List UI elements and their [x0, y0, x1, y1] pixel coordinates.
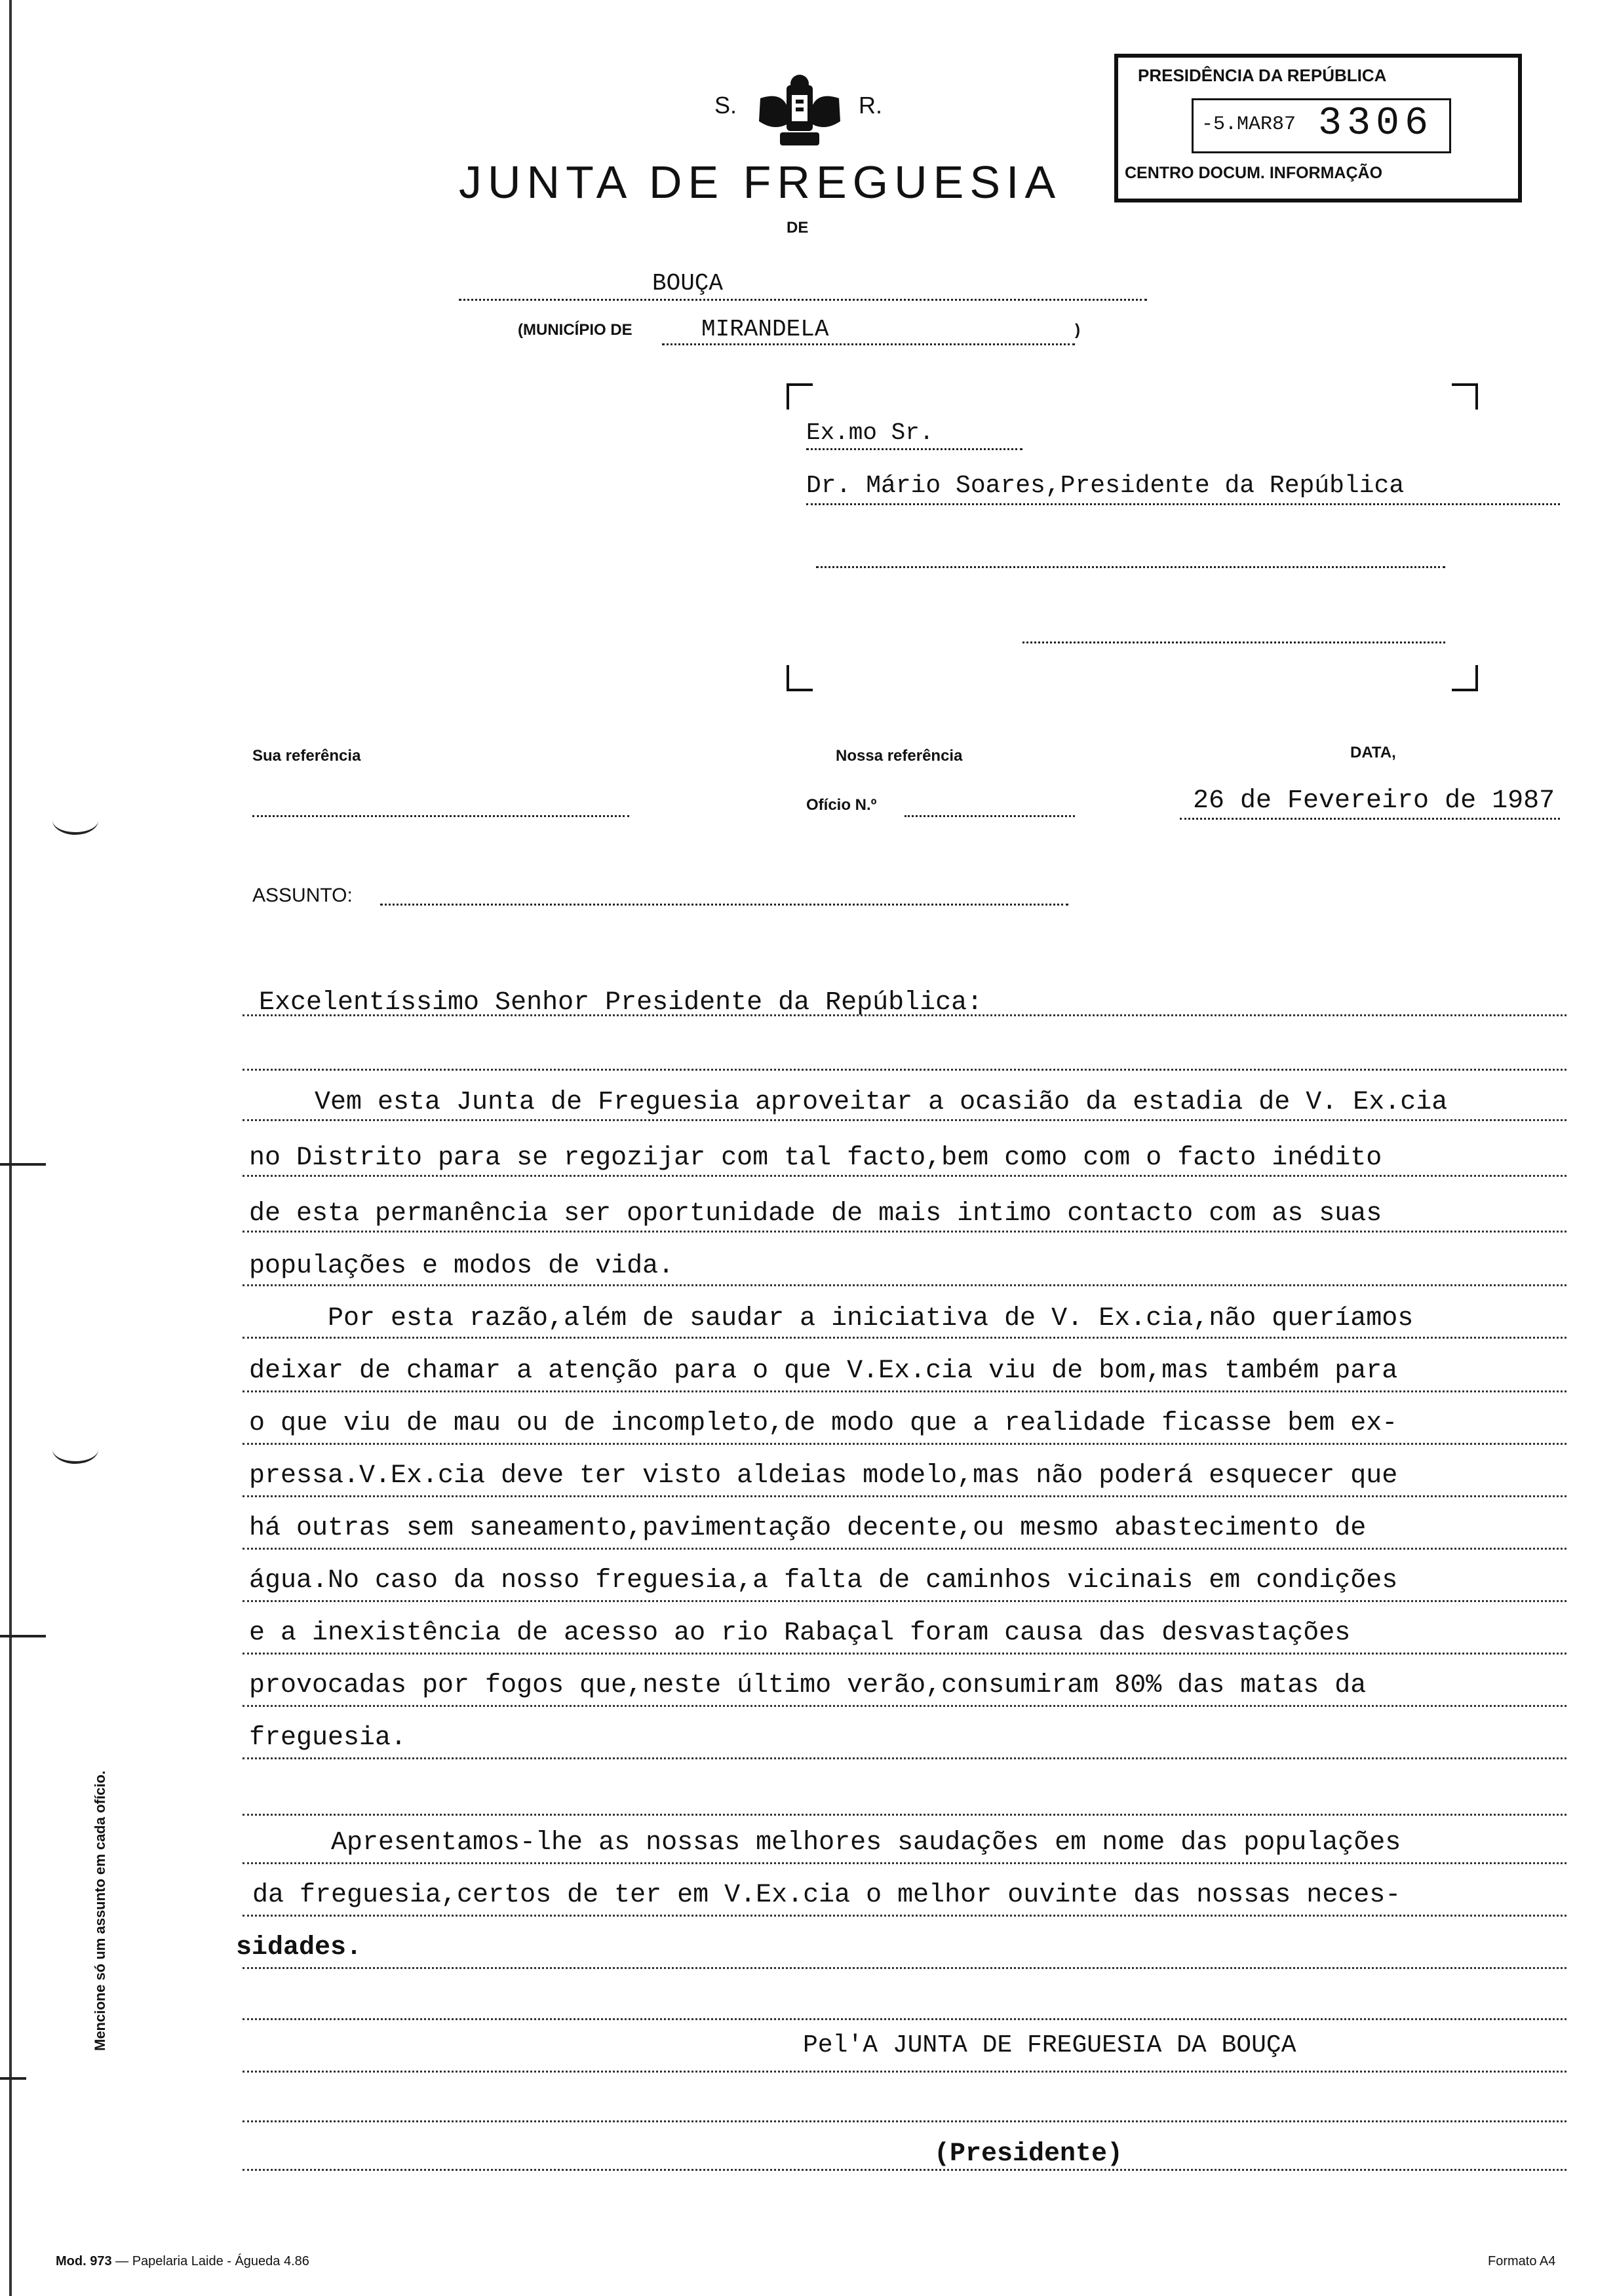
body-line	[243, 1811, 1566, 1864]
paragraph-line: de esta permanência ser oportunidade de mais intimo contacto com as suas	[249, 1199, 1382, 1229]
signature-role: (Presidente)	[934, 2139, 1123, 2169]
assunto-label: ASSUNTO:	[252, 885, 353, 906]
paragraph-line: pressa.V.Ex.cia deve ter visto aldeias modelo,mas não poderá esquecer que	[249, 1461, 1398, 1491]
title-de: DE	[787, 219, 809, 237]
page-title: JUNTA DE FREGUESIA	[459, 157, 1062, 208]
punch-arc	[52, 1435, 98, 1464]
coat-of-arms-icon	[754, 72, 846, 157]
signature-line: Pel'A JUNTA DE FREGUESIA DA BOUÇA	[803, 2031, 1296, 2059]
sr-right: R.	[859, 92, 882, 119]
salutation-line	[806, 419, 1022, 450]
greeting: Excelentíssimo Senhor Presidente da República:	[259, 988, 983, 1018]
closing-line: Apresentamos-lhe as nossas melhores saudações em nome das populações	[331, 1828, 1401, 1858]
sua-referencia-line	[252, 786, 629, 817]
address-line-3	[816, 537, 1445, 568]
body-line	[243, 1763, 1566, 1816]
sua-referencia-label: Sua referência	[252, 747, 361, 765]
municipality-name: MIRANDELA	[701, 316, 829, 343]
paragraph-line: populações e modos de vida.	[249, 1252, 674, 1281]
fold-mark	[0, 2077, 26, 2080]
assunto-line	[380, 875, 1068, 906]
corner-bottom-left	[787, 665, 813, 691]
municipality-label: (MUNICÍPIO DE	[518, 321, 632, 339]
closing-line: sidades.	[236, 1933, 362, 1962]
body-line	[243, 1124, 1566, 1177]
sr-left: S.	[714, 92, 737, 119]
body-line	[243, 1916, 1566, 1969]
body-line	[243, 1286, 1566, 1339]
addressee-name: Dr. Mário Soares,Presidente da República	[806, 472, 1405, 500]
body-line	[243, 1601, 1566, 1655]
paragraph-line: no Distrito para se regozijar com tal facto,bem como com o facto inédito	[249, 1143, 1382, 1173]
page-edge-line	[9, 0, 12, 2296]
corner-top-right	[1452, 383, 1478, 410]
body-line	[243, 2118, 1566, 2171]
body-line	[243, 1068, 1566, 1121]
paragraph-line: Vem esta Junta de Freguesia aproveitar a ocasião da estadia de V. Ex.cia	[315, 1088, 1448, 1117]
paragraph-line: e a inexistência de acesso ao rio Rabaçal foram causa das desvastações	[249, 1618, 1351, 1648]
stamp-date: -5.MAR87	[1201, 113, 1296, 136]
paragraph-line: Por esta razão,além de saudar a iniciativa de V. Ex.cia,não queríamos	[328, 1304, 1414, 1333]
addressee-salutation: Ex.mo Sr.	[806, 419, 934, 446]
stamp-box	[1192, 98, 1451, 153]
letter-date: 26 de Fevereiro de 1987	[1193, 786, 1555, 816]
body-line	[243, 1549, 1566, 1602]
body-line	[243, 1864, 1566, 1917]
nossa-referencia-label: Nossa referência	[836, 747, 963, 765]
margin-note	[92, 1684, 118, 2051]
paragraph-line: água.No caso da nosso freguesia,a falta de caminhos vicinais em condições	[249, 1566, 1398, 1596]
footer-model-number: Mod. 973	[56, 2254, 112, 2268]
addressee-line	[806, 472, 1560, 505]
body-line	[243, 1654, 1566, 1707]
paragraph-line: freguesia.	[249, 1723, 407, 1753]
body-line	[243, 2019, 1566, 2073]
body-line	[243, 1339, 1566, 1392]
oficio-label: Ofício N.º	[806, 796, 877, 814]
reception-stamp	[1114, 54, 1522, 202]
footer-format: Formato A4	[1488, 2254, 1556, 2268]
closing-line: da freguesia,certos de ter em V.Ex.cia o melhor ouvinte das nossas neces-	[252, 1881, 1401, 1910]
punch-arc	[52, 806, 98, 835]
body-line	[243, 1967, 1566, 2020]
parish-line	[459, 269, 1147, 301]
oficio-line	[905, 786, 1075, 817]
body-line	[243, 1444, 1566, 1497]
body-line	[243, 2069, 1566, 2122]
data-label: DATA,	[1350, 744, 1396, 761]
parish-name: BOUÇA	[652, 270, 724, 297]
paragraph-line: há outras sem saneamento,pavimentação decente,ou mesmo abastecimento de	[249, 1514, 1367, 1543]
stamp-bottom: CENTRO DOCUM. INFORMAÇÃO	[1125, 164, 1383, 182]
footer-model	[56, 2254, 309, 2269]
date-line	[1180, 786, 1560, 820]
paragraph-line: o que viu de mau ou de incompleto,de modo que a realidade ficasse bem ex-	[249, 1409, 1398, 1438]
body-line	[243, 1497, 1566, 1550]
body-line	[243, 1018, 1566, 1071]
margin-note-text: Mencione só um assunto em cada ofício.	[92, 1770, 108, 2051]
fold-mark	[0, 1635, 46, 1637]
address-line-4	[1022, 613, 1445, 643]
body-line	[243, 1706, 1566, 1759]
footer-printer: — Papelaria Laide - Águeda 4.86	[115, 2254, 309, 2268]
stamp-title: PRESIDÊNCIA DA REPÚBLICA	[1138, 66, 1387, 85]
municipality-close: )	[1075, 321, 1080, 339]
corner-top-left	[787, 383, 813, 410]
body-line	[243, 1392, 1566, 1445]
paragraph-line: deixar de chamar a atenção para o que V.Ex.cia viu de bom,mas também para	[249, 1356, 1398, 1386]
body-line	[243, 1233, 1566, 1286]
paragraph-line: provocadas por fogos que,neste último verão,consumiram 80% das matas da	[249, 1671, 1367, 1700]
corner-bottom-right	[1452, 665, 1478, 691]
stamp-number: 3306	[1318, 102, 1434, 146]
body-line	[243, 1179, 1566, 1233]
fold-mark	[0, 1163, 46, 1166]
